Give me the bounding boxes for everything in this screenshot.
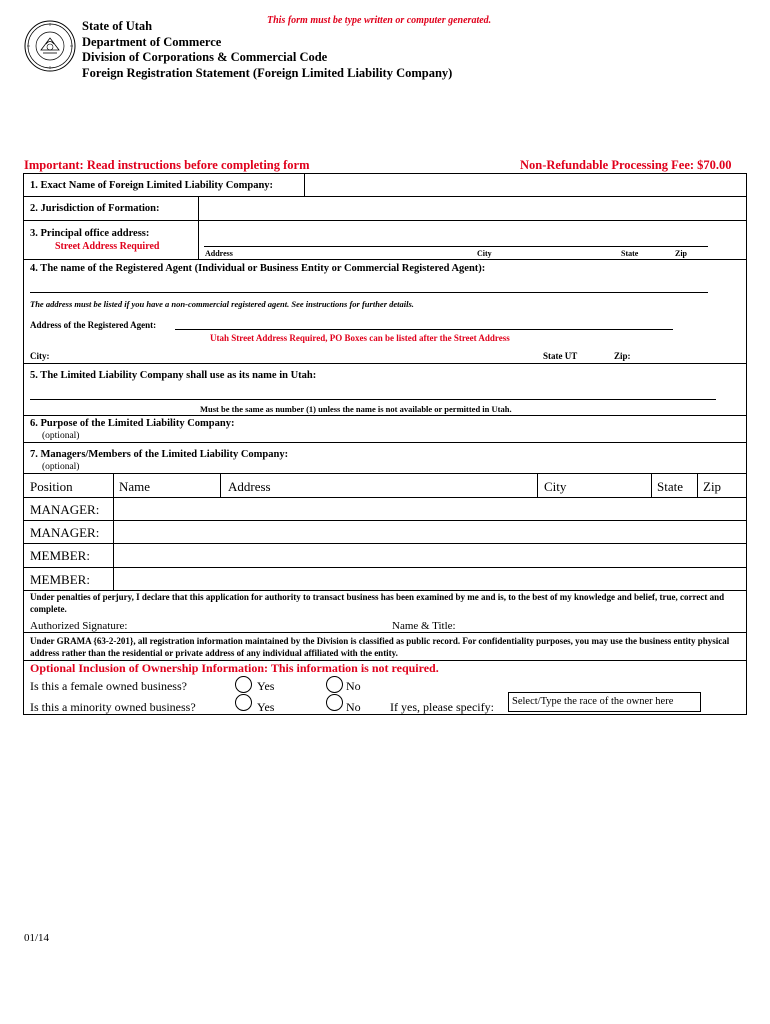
minority-no-label: No	[346, 700, 361, 714]
col-position: Position	[30, 479, 73, 494]
s4-state-label: State UT	[543, 351, 578, 361]
signature-field[interactable]	[132, 618, 382, 632]
s4-zip-label: Zip:	[614, 351, 631, 361]
s4-utah-address-note: Utah Street Address Required, PO Boxes can be listed after the Street Address	[210, 333, 510, 343]
s2-label: 2. Jurisdiction of Formation:	[30, 203, 160, 214]
name-title-field[interactable]	[462, 618, 742, 632]
female-no-radio[interactable]	[326, 676, 343, 693]
s4-agent-name-field[interactable]	[30, 275, 708, 293]
col-state: State	[657, 479, 683, 494]
s4-address-note: The address must be listed if you have a non-commercial registered agent. See instructions for further details.	[30, 299, 414, 309]
female-yes-label: Yes	[257, 679, 275, 693]
important-note: Important: Read instructions before completing form	[24, 158, 310, 172]
table-row-label: MANAGER:	[30, 502, 100, 517]
s1-company-name-field[interactable]	[304, 174, 747, 196]
header-block	[82, 19, 452, 81]
signature-label: Authorized Signature:	[30, 620, 128, 632]
typed-notice: This form must be type written or computer generated.	[267, 15, 492, 26]
col-address: Address	[228, 479, 271, 494]
s3-label: 3. Principal office address:	[30, 228, 150, 239]
header-division: Division of Corporations & Commercial Code	[82, 50, 328, 64]
s3-street-note: Street Address Required	[55, 241, 160, 252]
state-seal	[24, 20, 76, 72]
ownership-title: Optional Inclusion of Ownership Information: This information is not required.	[30, 661, 439, 675]
table-row-input[interactable]	[113, 543, 747, 567]
female-no-label: No	[346, 679, 361, 693]
perjury-statement: Under penalties of perjury, I declare that this application for authority to transact business has been examined by me and is, to the best of my knowledge and belief, true, correct and complete.	[30, 592, 725, 614]
s6-optional: (optional)	[42, 431, 80, 441]
table-row-input[interactable]	[113, 567, 747, 590]
minority-yes-label: Yes	[257, 700, 275, 714]
minority-owned-question: Is this a minority owned business?	[30, 700, 196, 714]
s3-col-city: City	[477, 249, 492, 258]
s3-col-zip: Zip	[675, 249, 688, 258]
name-title-label: Name & Title:	[392, 620, 456, 632]
form-revision: 01/14	[24, 932, 50, 944]
s7-label: 7. Managers/Members of the Limited Liability Company:	[30, 449, 289, 460]
table-row-input[interactable]	[113, 497, 747, 520]
s5-utah-name-field[interactable]	[30, 384, 716, 400]
minority-no-radio[interactable]	[326, 694, 343, 711]
s7-optional: (optional)	[42, 462, 80, 472]
female-owned-question: Is this a female owned business?	[30, 679, 187, 693]
header-state: State of Utah	[82, 19, 153, 33]
s4-address-label: Address of the Registered Agent:	[30, 320, 157, 330]
header-form-title: Foreign Registration Statement (Foreign Limited Liability Company)	[82, 65, 453, 80]
table-row-label: MEMBER:	[30, 572, 90, 587]
grama-statement: Under GRAMA {63-2-201}, all registration information maintained by the Division is classified as public record. For confidentiality purposes, you may use the business entity physical address rather than the residential or private address of any individual affiliated with the entity.	[30, 636, 730, 658]
processing-fee: Non-Refundable Processing Fee: $70.00	[520, 158, 732, 172]
s3-address-field[interactable]	[204, 226, 708, 247]
minority-yes-radio[interactable]	[235, 694, 252, 711]
s6-label: 6. Purpose of the Limited Liability Company:	[30, 418, 235, 429]
s3-col-address: Address	[205, 249, 233, 258]
s4-city-label: City:	[30, 351, 50, 361]
col-city: City	[544, 479, 567, 494]
table-row-label: MANAGER:	[30, 525, 100, 540]
header-department: Department of Commerce	[82, 34, 222, 49]
s2-jurisdiction-field[interactable]	[198, 197, 747, 220]
s4-label: 4. The name of the Registered Agent (Individual or Business Entity or Commercial Registered Agent):	[30, 263, 486, 274]
s6-purpose-field[interactable]	[300, 417, 740, 441]
specify-label: If yes, please specify:	[390, 700, 494, 714]
s1-label: 1. Exact Name of Foreign Limited Liability Company:	[30, 180, 274, 191]
s4-agent-address-field[interactable]	[175, 316, 673, 330]
col-zip: Zip	[703, 479, 722, 494]
table-row-label: MEMBER:	[30, 548, 90, 563]
race-select-placeholder: Select/Type the race of the owner here	[512, 696, 674, 707]
female-yes-radio[interactable]	[235, 676, 252, 693]
col-name: Name	[119, 479, 151, 494]
s5-note: Must be the same as number (1) unless the name is not available or permitted in Utah.	[200, 404, 512, 414]
s3-col-state: State	[621, 249, 639, 258]
race-select[interactable]	[508, 692, 701, 712]
s5-label: 5. The Limited Liability Company shall use as its name in Utah:	[30, 370, 317, 381]
table-row-input[interactable]	[113, 520, 747, 543]
